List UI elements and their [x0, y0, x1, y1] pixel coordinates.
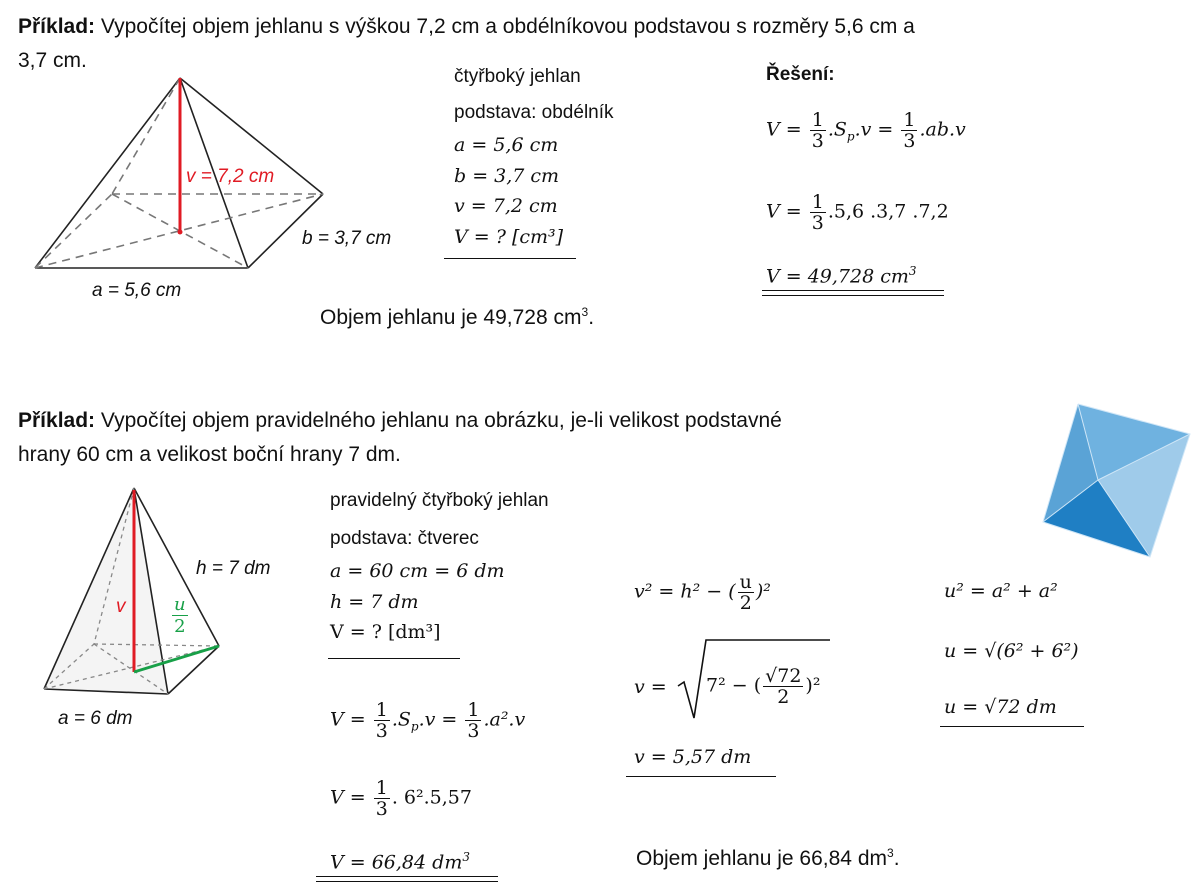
ex2-given-type: pravidelný čtyřboký jehlan — [330, 490, 549, 511]
ex2-result-double-underline — [316, 876, 498, 882]
ex1-given-underline — [444, 258, 576, 259]
ex1-formula: V = $\frac{1}{3}$ $.S_p.v$ = $\frac{1}{3}$ .ab.v — [766, 109, 966, 152]
ex1-substitution: V = $\frac{1}{3}$ .5,6 .3,7 .7,2 — [766, 191, 949, 234]
example2-task-line1: Vypočítej objem pravidelného jehlanu na obrázku, je-li velikost podstavné — [100, 409, 782, 432]
example1-task-line1: Vypočítej objem jehlanu s výškou 7,2 cm a obdélníkovou podstavou s rozměry 5,6 cm a — [100, 15, 915, 38]
ex1-given-b: b = 3,7 cm — [454, 165, 560, 187]
height-result: v = 5,57 dm — [634, 746, 752, 768]
ex1-answer: Objem jehlanu je 49,728 $cm^3$. — [320, 305, 595, 329]
pyramid1-b-label: b = 3,7 cm — [302, 228, 392, 249]
height-eq2-inside: 7² − ( $\frac{√72}{2}$ )² — [706, 665, 821, 708]
diag-eq1: u² = a² + a² — [944, 580, 1058, 602]
example2-task — [18, 404, 782, 437]
pyramid1-a-label: a = 5,6 cm — [92, 280, 182, 301]
pyramid2-a-label: a = 6 dm — [58, 708, 133, 729]
height-result-underline — [626, 776, 776, 777]
diag-result-underline — [940, 726, 1084, 727]
ex1-given-v: v = 7,2 cm — [454, 195, 558, 217]
example1-task — [18, 10, 915, 43]
ex2-given-a: a = 60 cm = 6 dm — [330, 560, 505, 582]
ex2-given-base: podstava: čtverec — [330, 528, 479, 549]
pyramid2-u-half-label: u 2 — [174, 594, 186, 637]
height-eq1: v² = h² − ( $\frac{u}{2}$ )² — [634, 571, 771, 614]
pyramid-square-figure — [36, 484, 296, 704]
pyramid2-h-label: h = 7 dm — [196, 558, 271, 579]
pyramid1-height-label: v = 7,2 cm — [186, 166, 275, 187]
ex2-given-underline — [328, 658, 460, 659]
solution-heading: Řešení: — [766, 64, 835, 85]
ex2-given-V: V = ? [dm³] — [330, 621, 441, 643]
ex2-substitution: V = $\frac{1}{3}$ . 6².5,57 — [330, 777, 472, 820]
ex1-given-V: V = ? [cm³] — [454, 226, 564, 248]
ex1-given-type: čtyřboký jehlan — [454, 66, 581, 87]
ex2-result: V = 66,84 $dm^3$ — [330, 850, 470, 874]
ex2-answer: Objem jehlanu je 66,84 $dm^3$. — [636, 846, 900, 870]
ex1-given-base: podstava: obdélník — [454, 102, 614, 123]
height-eq2-left: v = — [634, 676, 667, 698]
ex1-result-double-underline — [762, 290, 944, 296]
example2-heading: Příklad: — [18, 409, 96, 432]
ex2-given-h: h = 7 dm — [330, 591, 419, 613]
example1-task-line2: 3,7 cm. — [18, 49, 87, 72]
ex1-result: V = 49,728 $cm^3$ — [766, 264, 917, 288]
pyramid-rectangular-figure — [20, 70, 420, 310]
diag-eq2: u = √(6² + 6²) — [944, 640, 1079, 662]
octahedron-image — [1038, 402, 1194, 562]
ex2-formula: V = $\frac{1}{3}$ $.S_p.v$ = $\frac{1}{3}$ .a².v — [330, 699, 526, 742]
example1-heading: Příklad: — [18, 15, 96, 38]
example2-task-line2: hrany 60 cm a velikost boční hrany 7 dm. — [18, 443, 401, 466]
diag-eq3: u = √72 dm — [944, 696, 1057, 718]
pyramid2-v-label: v — [116, 596, 126, 617]
ex1-given-a: a = 5,6 cm — [454, 134, 559, 156]
